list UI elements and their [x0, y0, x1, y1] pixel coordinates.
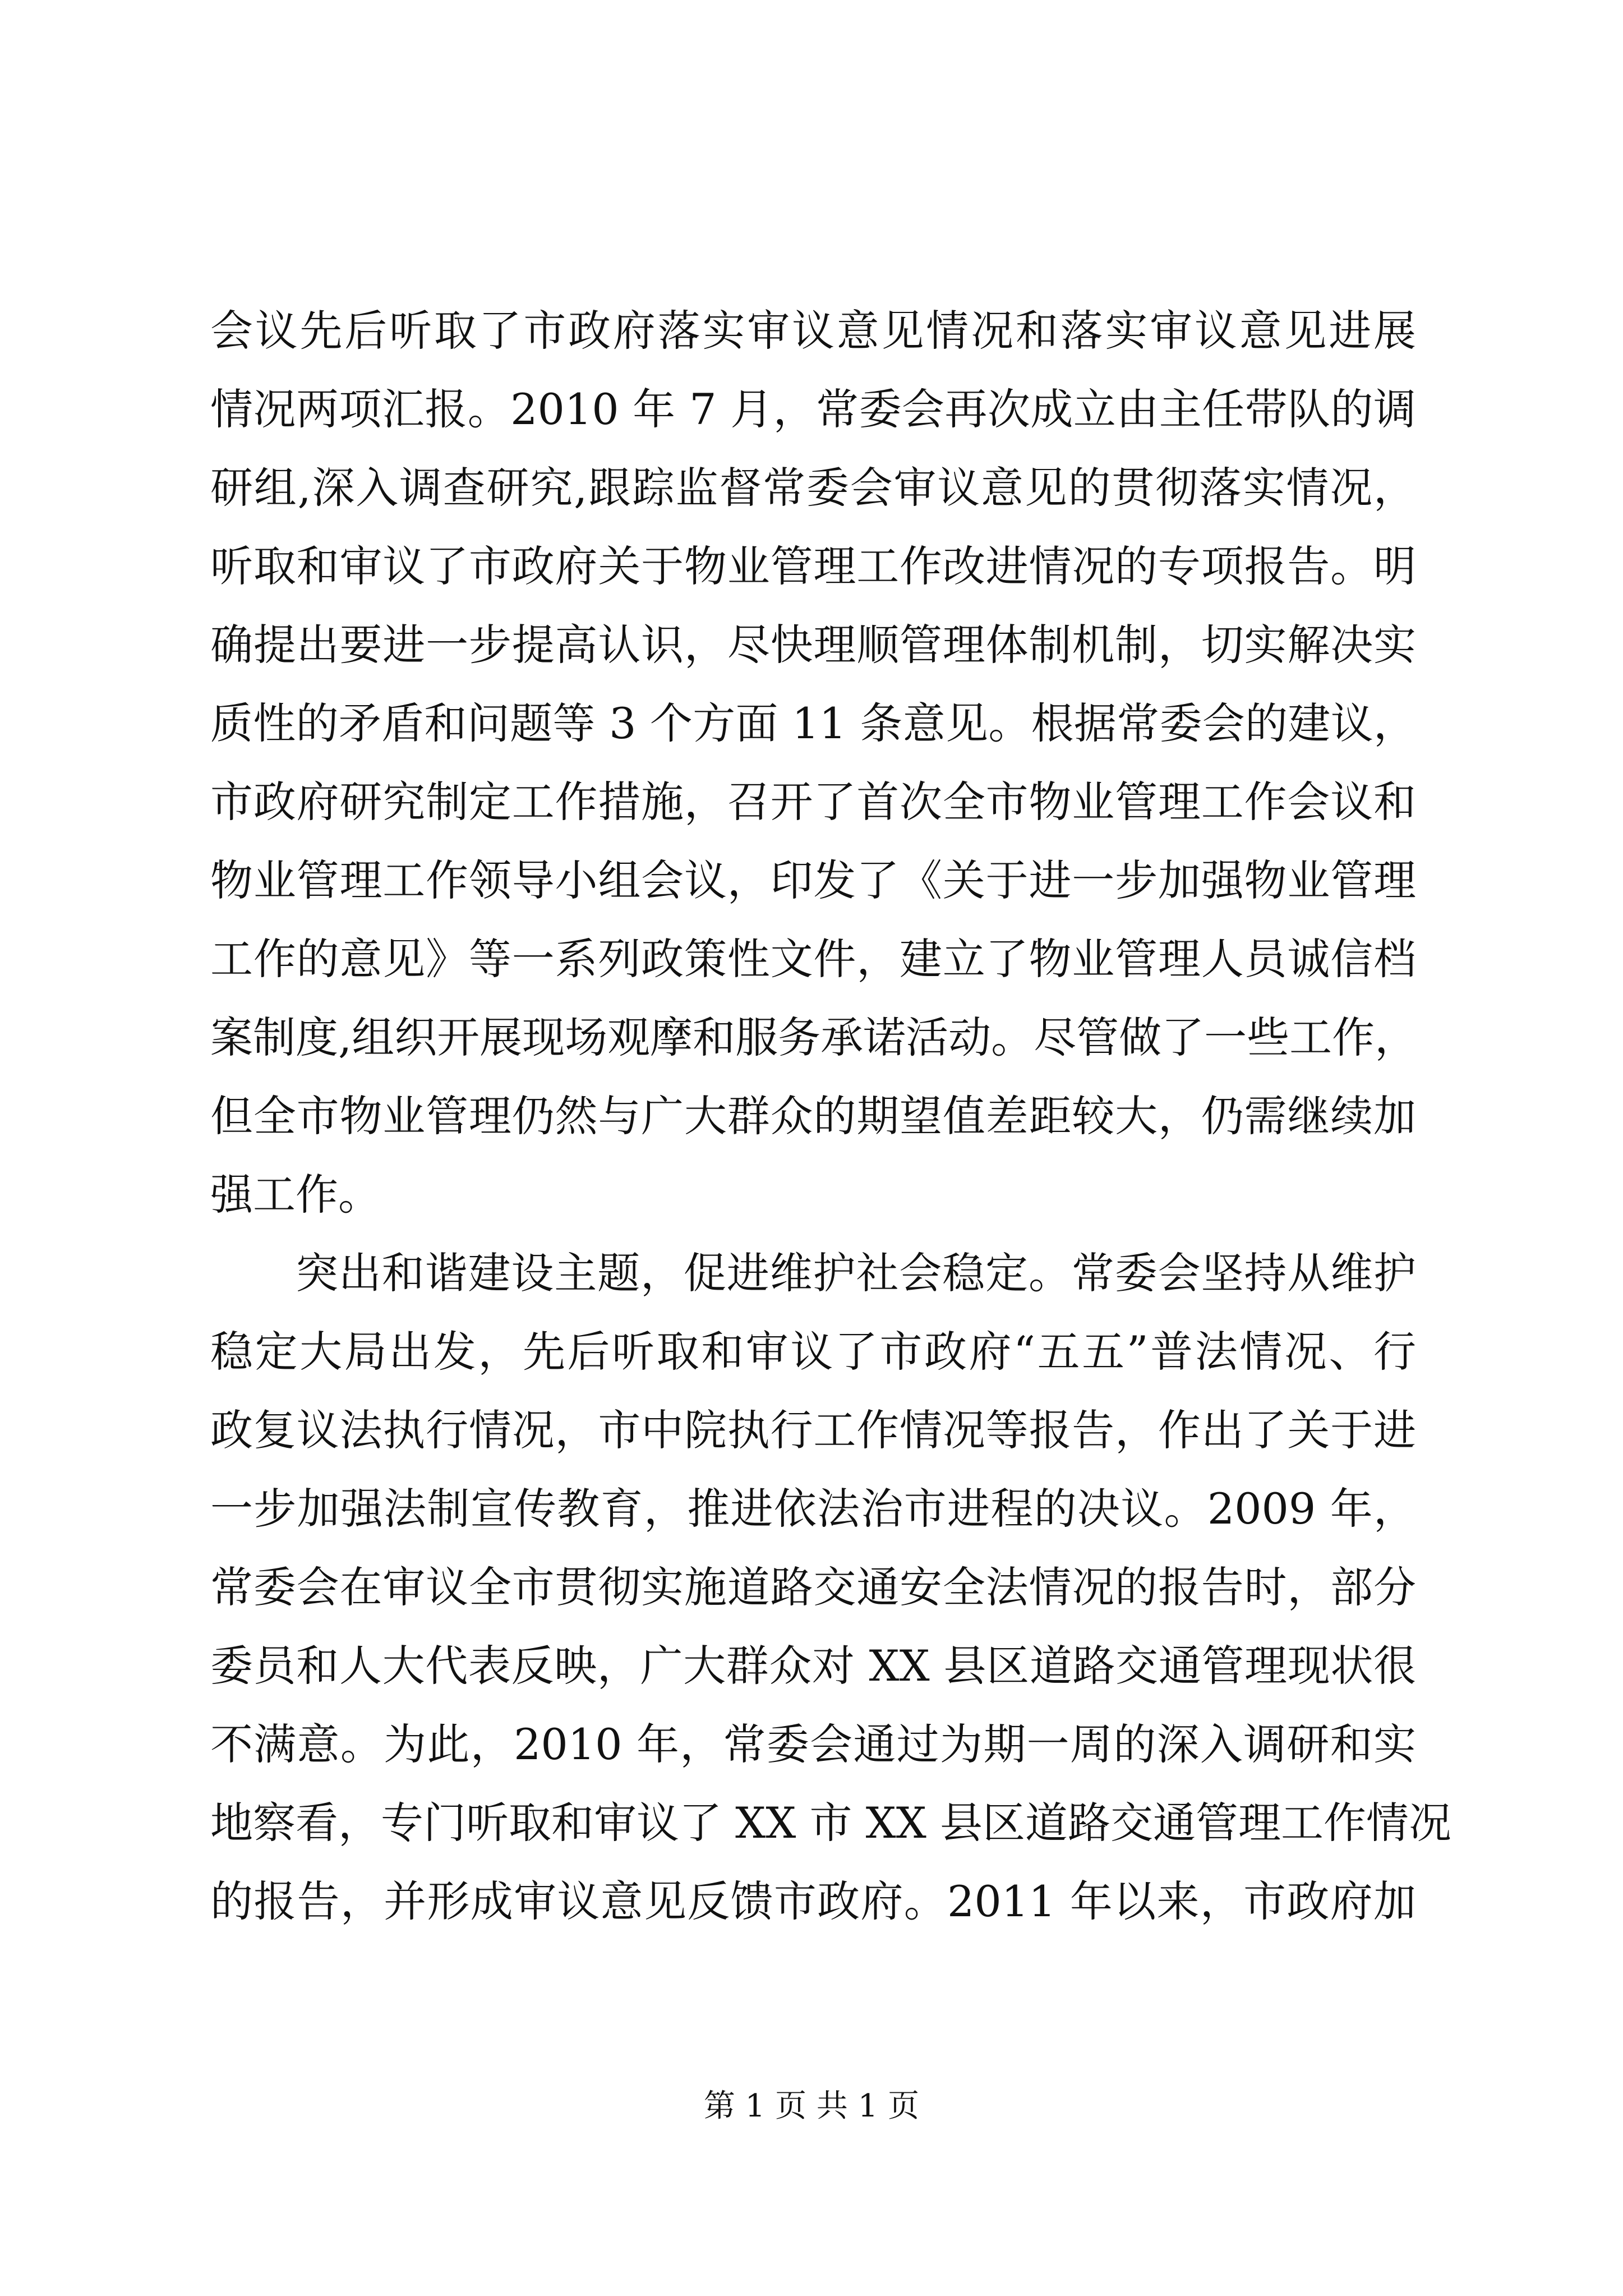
text-line: 一步加强法制宣传教育，推进依法治市进程的决议。2009 年，	[210, 1484, 1416, 1534]
document-body	[210, 292, 1452, 1941]
text-line: 质性的矛盾和问题等 3 个方面 11 条意见。根据常委会的建议，	[210, 698, 1416, 748]
text-line: 稳定大局出发，先后听取和审议了市政府“五五”普法情况、行	[210, 1327, 1416, 1377]
text-line: 委员和人大代表反映，广大群众对 XX 县区道路交通管理现状很	[210, 1641, 1416, 1691]
text-line: 不满意。为此，2010 年，常委会通过为期一周的深入调研和实	[210, 1719, 1416, 1769]
text-line: 突出和谐建设主题，促进维护社会稳定。常委会坚持从维护	[296, 1248, 1416, 1298]
text-line: 会议先后听取了市政府落实审议意见情况和落实审议意见进展	[210, 306, 1416, 356]
text-line: 物业管理工作领导小组会议，印发了《关于进一步加强物业管理	[210, 855, 1416, 905]
text-line: 强工作。	[210, 1170, 381, 1220]
text-line: 常委会在审议全市贯彻实施道路交通安全法情况的报告时，部分	[210, 1562, 1416, 1612]
text-line: 政复议法执行情况，市中院执行工作情况等报告，作出了关于进	[210, 1405, 1416, 1455]
text-line: 案制度,组织开展现场观摩和服务承诺活动。尽管做了一些工作，	[210, 1013, 1418, 1062]
paragraph-2	[210, 1234, 1452, 1941]
text-line: 确提出要进一步提高认识，尽快理顺管理体制机制，切实解决实	[210, 620, 1416, 670]
text-line: 的报告，并形成审议意见反馈市政府。2011 年以来，市政府加	[210, 1876, 1416, 1926]
text-line: 工作的意见》等一系列政策性文件，建立了物业管理人员诚信档	[210, 934, 1416, 984]
text-line: 研组,深入调查研究,跟踪监督常委会审议意见的贯彻落实情况，	[210, 463, 1416, 513]
page-footer	[0, 2087, 1623, 2126]
text-line: 但全市物业管理仍然与广大群众的期望值差距较大，仍需继续加	[210, 1091, 1416, 1141]
page-number-label: 第 1 页 共 1 页	[703, 2088, 920, 2124]
text-line: 情况两项汇报。2010 年 7 月，常委会再次成立由主任带队的调	[210, 384, 1416, 434]
text-line: 听取和审议了市政府关于物业管理工作改进情况的专项报告。明	[210, 541, 1416, 591]
text-line: 地察看，专门听取和审议了 XX 市 XX 县区道路交通管理工作情况	[210, 1798, 1452, 1848]
text-line: 市政府研究制定工作措施，召开了首次全市物业管理工作会议和	[210, 777, 1416, 827]
paragraph-1	[210, 292, 1416, 1234]
